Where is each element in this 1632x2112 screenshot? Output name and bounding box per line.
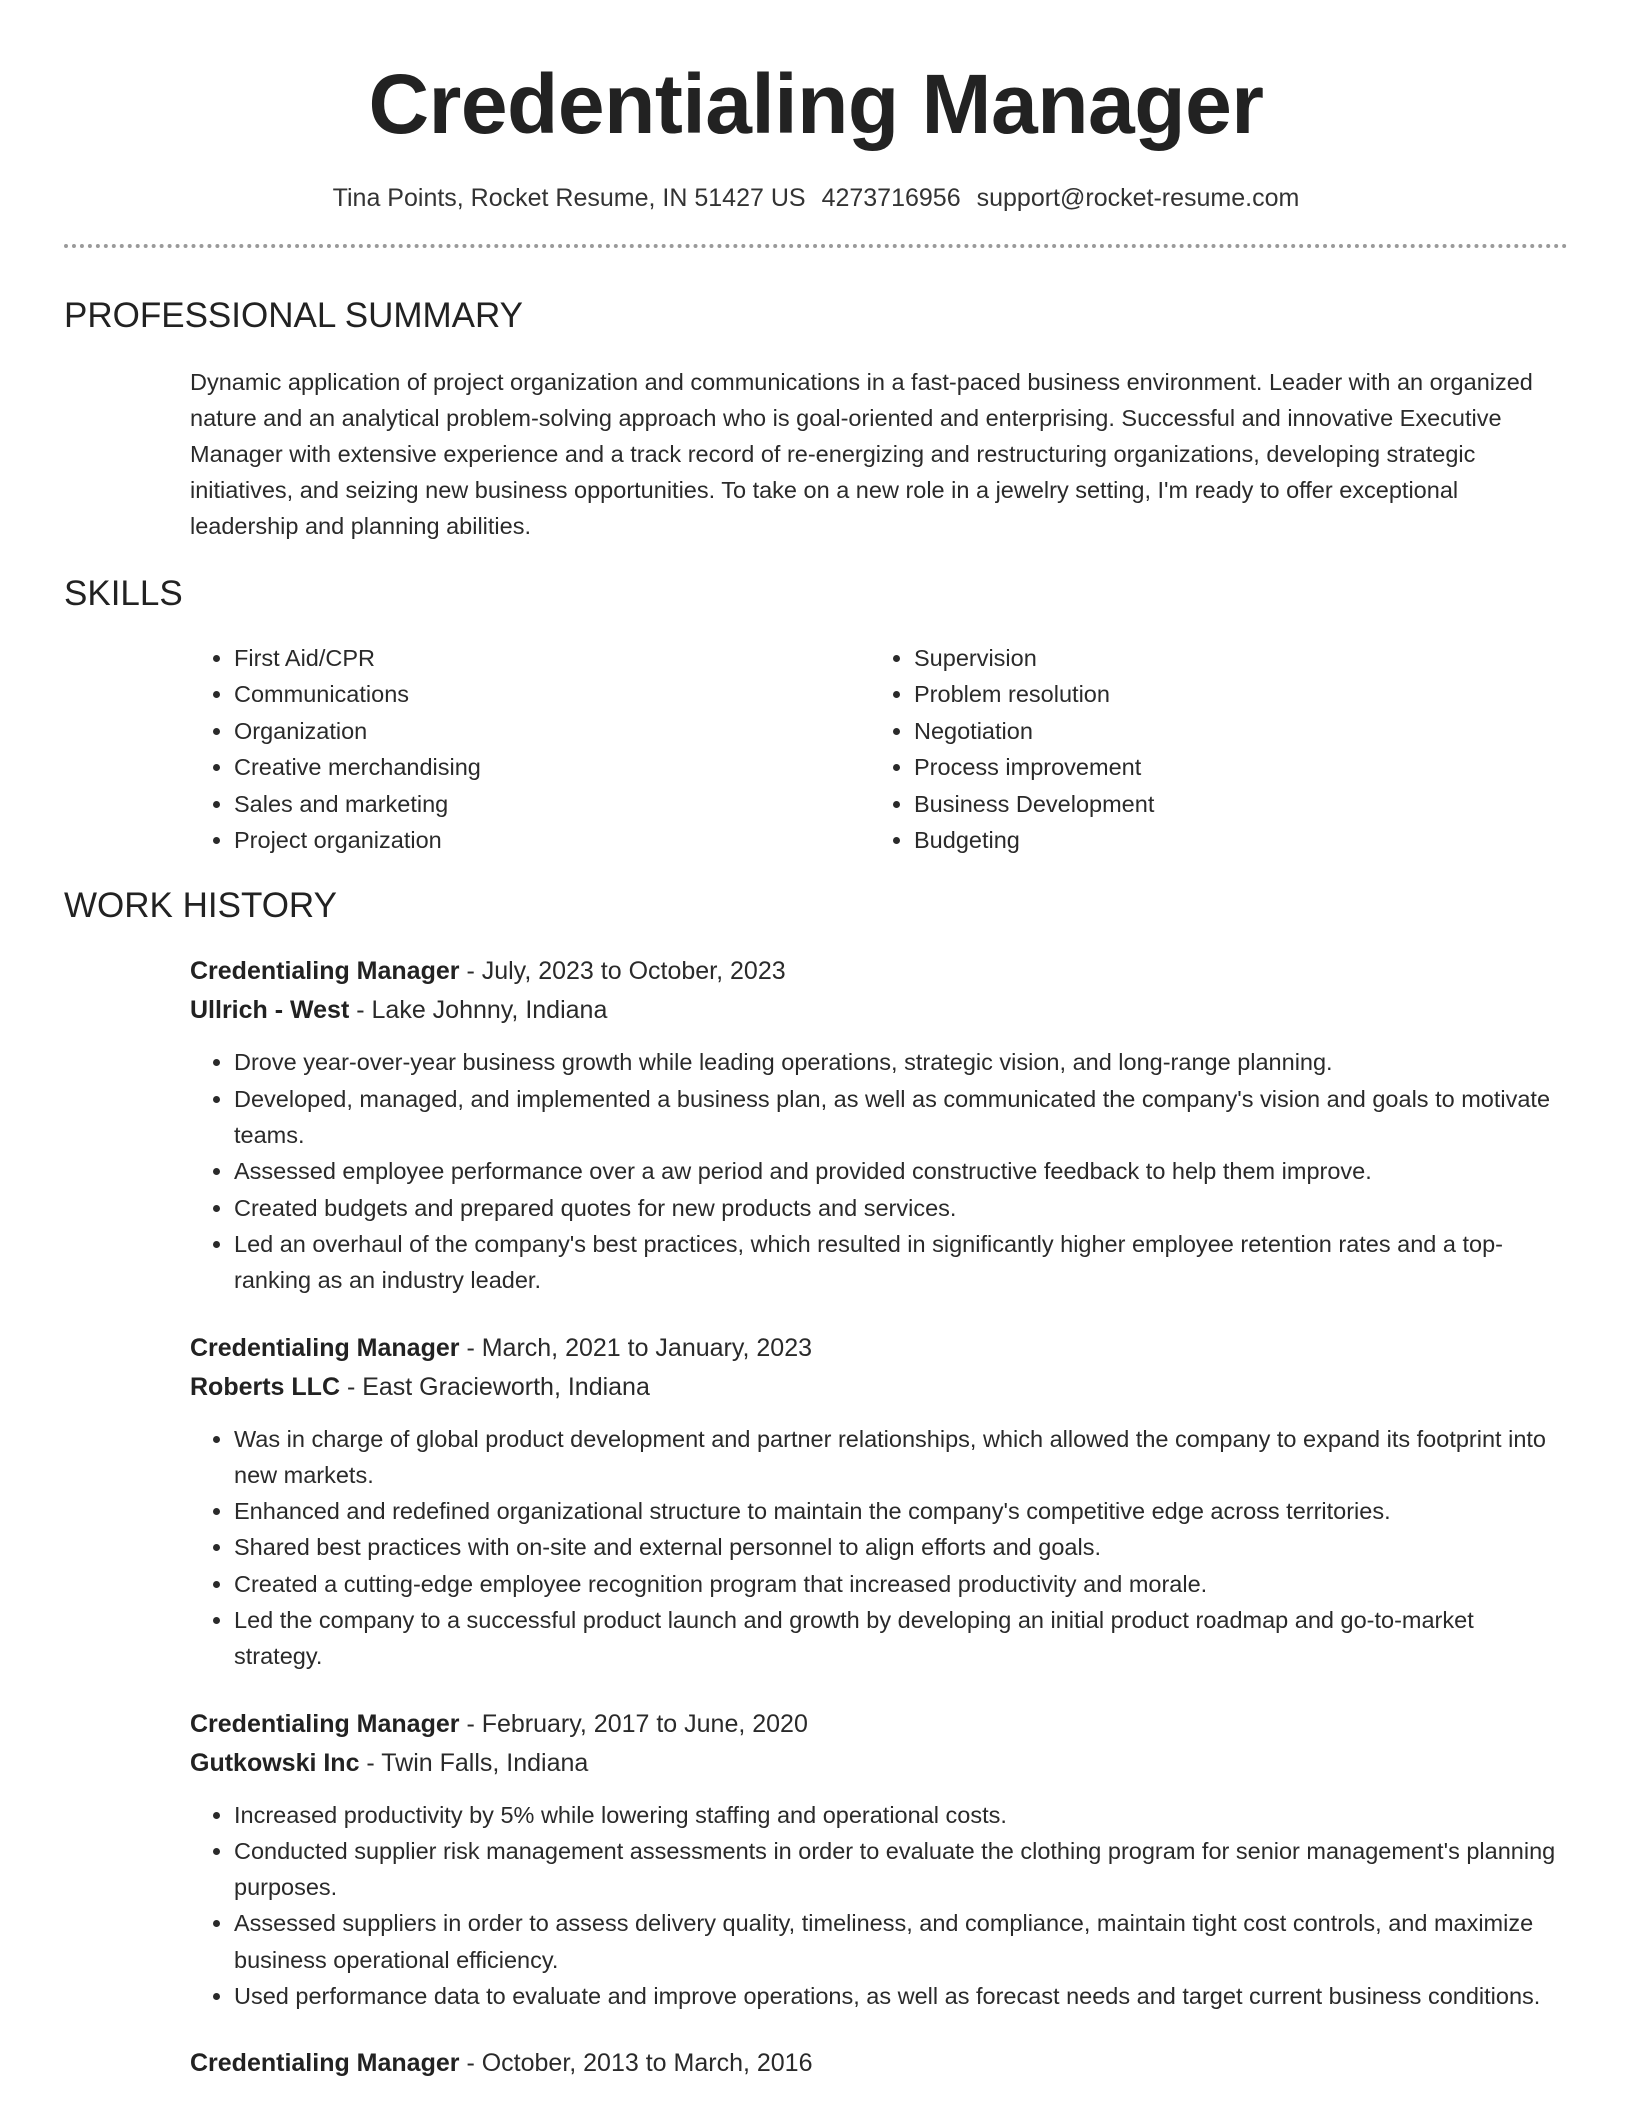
job-entry [190,1705,1568,2015]
job-bullet: • Increased productivity by 5% while lowering staffing and operational costs. [234,1797,1568,1833]
resume-title: Credentialing Manager [368,57,1264,151]
section-heading-skills: SKILLS [64,574,183,613]
section-heading-summary: PROFESSIONAL SUMMARY [64,296,523,335]
section-heading-work-history: WORK HISTORY [64,886,337,926]
skill-item: • Supervision [914,640,1514,676]
skills-column-left [190,640,870,858]
job-company: Roberts LLC [190,1372,340,1401]
skill-item: • Problem resolution [914,676,1514,712]
contact-email[interactable]: support@rocket-resume.com [976,184,1300,212]
skills-column-right [870,640,1514,858]
job-dates: - February, 2017 to June, 2020 [459,1709,808,1738]
skill-item: • Process improvement [914,749,1514,785]
job-company-line [190,1368,1568,1407]
resume-page [64,0,1568,2083]
job-title-line [190,1329,1568,1368]
job-entry [190,1329,1568,1675]
job-title: Credentialing Manager [190,2049,460,2078]
job-title: Credentialing Manager [190,1333,460,1362]
contact-address: Tina Points, Rocket Resume, IN 51427 US [332,184,806,212]
job-bullet: • Assessed employee performance over a aw period and provided constructive feedback to help them improve. [234,1153,1568,1189]
job-bullet: • Assessed suppliers in order to assess delivery quality, timeliness, and compliance, maintain tight cost controls, and maximize business operational efficiency. [234,1905,1568,1978]
job-location: - Twin Falls, Indiana [359,1748,589,1777]
job-bullet: • Used performance data to evaluate and improve operations, as well as forecast needs and target current business conditions. [234,1978,1568,2014]
job-bullets [190,1421,1568,1675]
job-bullet: • Developed, managed, and implemented a business plan, as well as communicated the company's vision and goals to motivate teams. [234,1081,1568,1154]
job-bullet: • Created a cutting-edge employee recognition program that increased productivity and morale. [234,1566,1568,1602]
job-title-line [190,2044,1568,2083]
job-location: - East Gracieworth, Indiana [340,1372,650,1401]
job-company-line [190,1744,1568,1783]
job-bullet: • Shared best practices with on-site and external personnel to align efforts and goals. [234,1529,1568,1565]
header-divider [64,244,1568,248]
contact-line [64,182,1568,214]
job-title-line [190,1705,1568,1744]
job-entry [190,2044,1568,2083]
job-location: - Lake Johnny, Indiana [349,996,608,1025]
skill-item: • Business Development [914,786,1514,822]
skill-item: • Negotiation [914,713,1514,749]
skill-item: • Organization [234,713,870,749]
job-bullets [190,1797,1568,2015]
skill-item: • Sales and marketing [234,786,870,822]
job-company: Gutkowski Inc [190,1748,360,1777]
skill-item: • Creative merchandising [234,749,870,785]
job-dates: - July, 2023 to October, 2023 [459,957,786,986]
job-title-line [190,952,1568,991]
job-bullet: • Created budgets and prepared quotes for new products and services. [234,1190,1568,1226]
skill-item: • Project organization [234,822,870,858]
job-bullet: • Was in charge of global product development and partner relationships, which allowed the company to expand its footprint into new markets. [234,1421,1568,1494]
job-entry [190,952,1568,1298]
skill-item: • First Aid/CPR [234,640,870,676]
job-company-line [190,991,1568,1030]
contact-phone: 4273716956 [821,184,961,212]
summary-text: Dynamic application of project organization and communications in a fast-paced business environment. Leader with an organized nature and an analytical problem-solving approach who is goal-oriented and enterprising. Successful and innovative Executive Manager with extensive experience and a track record of re-energizing and restructuring organizations, developing strategic initiatives, and seizing new business opportunities. To take on a new role in a jewelry setting, I'm ready to offer exceptional leadership and planning abilities. [190,369,1533,539]
job-bullets [190,1044,1568,1298]
skill-item: • Budgeting [914,822,1514,858]
job-dates: - October, 2013 to March, 2016 [459,2049,813,2078]
job-dates: - March, 2021 to January, 2023 [459,1333,813,1362]
job-title: Credentialing Manager [190,957,460,986]
job-bullet: • Drove year-over-year business growth while leading operations, strategic vision, and long-range planning. [234,1044,1568,1080]
skills-grid [190,640,1568,858]
job-bullet: • Led an overhaul of the company's best practices, which resulted in significantly higher employee retention rates and a top-ranking as an industry leader. [234,1226,1568,1299]
job-bullet: • Led the company to a successful product launch and growth by developing an initial product roadmap and go-to-market strategy. [234,1602,1568,1675]
job-title: Credentialing Manager [190,1709,460,1738]
job-bullet: • Conducted supplier risk management assessments in order to evaluate the clothing program for senior management's planning purposes. [234,1833,1568,1906]
job-company: Ullrich - West [190,996,350,1025]
skill-item: • Communications [234,676,870,712]
job-bullet: • Enhanced and redefined organizational structure to maintain the company's competitive edge across territories. [234,1493,1568,1529]
